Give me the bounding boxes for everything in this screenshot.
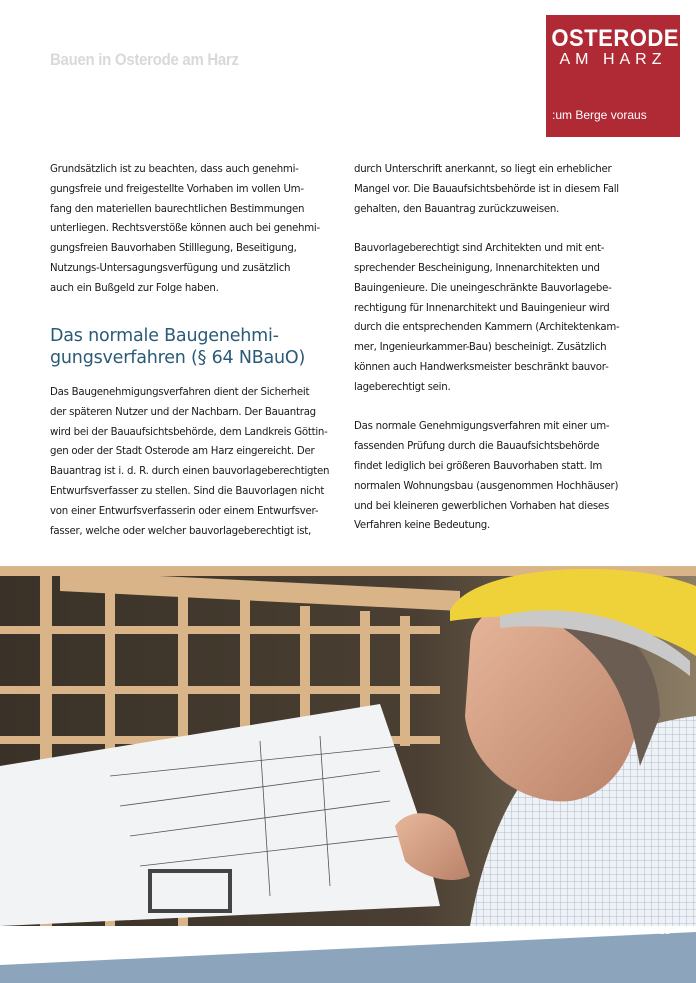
osterode-logo <box>546 15 680 137</box>
text-line: Mangel vor. Die Bauaufsichtsbehörde ist in diesem Fall <box>354 183 619 195</box>
text-line: der späteren Nutzer und der Nachbarn. Der Bauantrag <box>50 406 316 418</box>
text-line: auch ein Bußgeld zur Folge haben. <box>50 282 219 294</box>
text-line: fang den materiellen baurechtlichen Bestimmungen <box>50 203 305 215</box>
text-line: Bauvorlageberechtigt sind Architekten und mit ent- <box>354 243 605 255</box>
text-line: von einer Entwurfsverfasserin oder einem Entwurfsver- <box>50 505 319 517</box>
text-line: Das Baugenehmigungsverfahren dient der Sicherheit <box>50 387 310 398</box>
text-line: Bauantrag ist i. d. R. durch einen bauvorlageberechtigten <box>50 466 330 478</box>
right-column <box>354 160 646 536</box>
text-line: lageberechtigt sein. <box>354 381 451 393</box>
text-line: gungsfreie und freigestellte Vorhaben im vollen Um- <box>50 183 304 195</box>
running-header: Bauen in Osterode am Harz <box>50 50 239 69</box>
text-line: fasser, welche oder welcher bauvorlageberechtigt ist, <box>50 525 312 537</box>
text-line: unterliegen. Rechtsverstöße können auch bei genehmi- <box>50 223 320 235</box>
procedure-paragraph <box>50 383 342 541</box>
text-line: sprechender Bescheinigung, Innenarchitekten und <box>354 262 600 274</box>
text-line: durch die entsprechenden Kammern (Architektenkam- <box>354 322 620 334</box>
text-line: Entwurfsverfasser zu stellen. Sind die Bauvorlagen nicht <box>50 485 325 497</box>
construction-photo <box>0 566 696 926</box>
text-line: durch Unterschrift anerkannt, so liegt ein erheblicher <box>354 164 612 175</box>
heading-line: Das normale Baugenehmi- <box>50 326 279 346</box>
footer-band <box>0 920 696 983</box>
text-line: Nutzungs-Untersagungsverfügung und zusätzlich <box>50 262 291 274</box>
section-heading <box>50 325 350 369</box>
text-line: gen oder der Stadt Osterode am Harz eingereicht. Der <box>50 446 315 458</box>
text-line: rechtigung für Innenarchitekt und Bauingenieur wird <box>354 302 610 314</box>
paragraph-spacer <box>354 219 646 239</box>
photo-illustration <box>0 566 696 926</box>
text-line: Verfahren keine Bedeutung. <box>354 520 491 532</box>
text-line: findet lediglich bei größeren Bauvorhaben statt. Im <box>354 460 603 472</box>
text-line: Grundsätzlich ist zu beachten, dass auch genehmi- <box>50 164 299 175</box>
page-number: 15 <box>658 926 671 937</box>
continuation-paragraph <box>354 160 646 219</box>
text-line: und bei kleineren gewerblichen Vorhaben hat dieses <box>354 500 609 512</box>
text-line: gehalten, den Bauantrag zurückzuweisen. <box>354 203 560 215</box>
logo-wordmark: OSTERODE <box>551 25 679 52</box>
text-line: fassenden Prüfung durch die Bauaufsichtsbehörde <box>354 441 600 453</box>
eligibility-paragraph <box>354 239 646 397</box>
intro-paragraph <box>50 160 342 299</box>
text-line: mer, Ingenieurkammer-Bau) bescheinigt. Zusätzlich <box>354 342 607 354</box>
text-line: Das normale Genehmigungsverfahren mit einer um- <box>354 421 610 433</box>
text-line: können auch Handwerksmeister beschränkt bauvor- <box>354 361 609 373</box>
text-line: gungsfreien Bauvorhaben Stilllegung, Beseitigung, <box>50 243 297 255</box>
heading-line: gungsverfahren (§ 64 NBauO) <box>50 348 306 368</box>
logo-slogan: :um Berge voraus <box>552 108 647 122</box>
logo-subtitle: AM HARZ <box>559 51 667 68</box>
text-line: normalen Wohnungsbau (ausgenommen Hochhäuser) <box>354 480 619 492</box>
paragraph-spacer <box>354 398 646 418</box>
scope-paragraph <box>354 417 646 536</box>
text-line: wird bei der Bauaufsichtsbehörde, dem Landkreis Göttin- <box>50 426 328 438</box>
text-line: Bauingenieure. Die uneingeschränkte Bauvorlagebe- <box>354 282 612 294</box>
